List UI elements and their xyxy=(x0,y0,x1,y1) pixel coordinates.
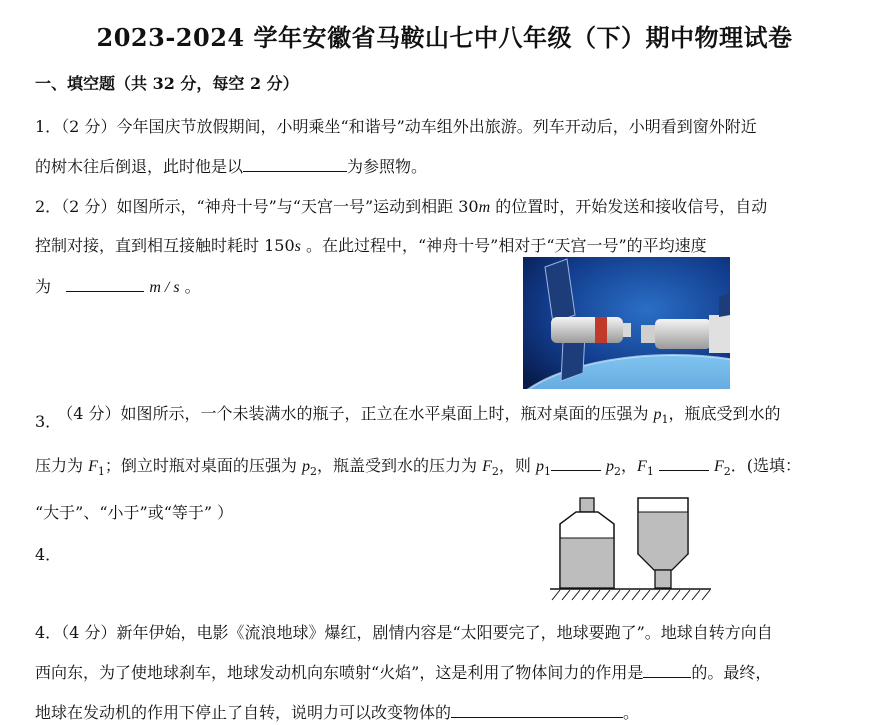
q4-text-d: 。 xyxy=(623,703,640,722)
q2-unit-s: s xyxy=(294,238,301,255)
q3-cmp-p1: p xyxy=(535,458,544,475)
q3-comma: ， xyxy=(621,456,638,475)
q4-text-c: 地球在发动机的作用下停止了自转，说明力可以改变物体的 xyxy=(35,703,452,722)
q1-text-b: 为参照物。 xyxy=(347,157,428,176)
spacecraft-docking-image xyxy=(523,257,730,389)
q3-F2-sub: 2 xyxy=(491,465,499,479)
q2-text-c: 控制对接，直到相互接触时耗时 150 xyxy=(35,236,295,255)
q4-text-a: 西向东，为了使地球刹车，地球发动机向东喷射“火焰”，这是利用了物体间力的作用是 xyxy=(35,663,644,682)
q3-text-e: ，瓶盖受到水的压力为 xyxy=(316,456,483,475)
q3-F1-sub: 1 xyxy=(97,465,105,479)
page-title: 2023-2024 学年安徽省马鞍山七中八年级（下）期中物理试卷 xyxy=(96,23,793,52)
q3-blank-F[interactable] xyxy=(659,456,709,471)
q2-text-b: 的位置时，开始发送和接收信号，自动 xyxy=(490,197,768,216)
q3-cmp-p2: p xyxy=(606,458,615,475)
q3-number: 3． xyxy=(35,412,62,431)
q3-text-c: 压力为 xyxy=(35,456,89,475)
q3-F1: F xyxy=(88,458,98,475)
q4-text-b: 的。最终， xyxy=(691,663,772,682)
q3-text-a: （4 分）如图所示，一个未装满水的瓶子，正立在水平桌面上时，瓶对桌面的压强为 xyxy=(65,404,654,423)
q3-line-4: 4． xyxy=(35,545,62,564)
section-heading: 一、填空题（共 32 分，每空 2 分） xyxy=(35,74,299,93)
q1-text-a: 的树木往后倒退，此时他是以 xyxy=(35,157,244,176)
q2-text-e: 为 xyxy=(35,277,57,296)
q3-cmp-F2-sub: 2 xyxy=(723,465,731,479)
q3-text-b: ，瓶底受到水的 xyxy=(668,404,781,423)
q3-text-g: ．(选填： xyxy=(730,456,802,475)
q4-blank-2[interactable] xyxy=(451,703,623,718)
q3-line-2 xyxy=(35,453,801,478)
bottles-diagram xyxy=(548,494,713,604)
q2-line-2 xyxy=(35,233,707,256)
q2-text-a: 2．（2 分）如图所示，“神舟十号”与“天宫一号”运动到相距 30 xyxy=(35,197,479,216)
q3-p2: p xyxy=(301,458,310,475)
q3-blank-p[interactable] xyxy=(551,456,601,471)
q3-text-f: ，则 xyxy=(498,456,536,475)
q3-cmp-F1-sub: 1 xyxy=(646,465,654,479)
q3-line-1 xyxy=(35,401,781,431)
q4-line-3 xyxy=(35,700,639,723)
q3-F2: F xyxy=(482,458,492,475)
q3-p2-sub: 2 xyxy=(309,465,317,479)
q3-p1: p xyxy=(653,406,662,423)
q2-line-1 xyxy=(35,194,767,217)
q4-line-1: 4．（4 分）新年伊始，电影《流浪地球》爆红，剧情内容是“太阳要完了，地球要跑了”。地球自转方向自 xyxy=(35,623,773,642)
q3-cmp-F1: F xyxy=(637,458,647,475)
q3-p1-sub: 1 xyxy=(661,413,669,427)
q3-cmp-p1-sub: 1 xyxy=(543,465,551,479)
q1-answer-blank[interactable] xyxy=(243,157,347,172)
q2-text-f: 。 xyxy=(179,277,201,296)
q2-line-3 xyxy=(35,274,201,297)
q2-answer-blank[interactable] xyxy=(66,277,144,292)
q2-unit-m: m xyxy=(478,199,491,216)
q2-text-d: 。在此过程中，“神舟十号”相对于“天宫一号”的平均速度 xyxy=(300,236,707,255)
q2-unit-mps: m / s xyxy=(149,279,180,296)
q3-text-d: ；倒立时瓶对桌面的压强为 xyxy=(104,456,302,475)
q3-line-3: “大于”、“小于”或“等于” ） xyxy=(35,503,234,522)
q4-line-2 xyxy=(35,660,771,683)
q4-blank-1[interactable] xyxy=(643,663,691,678)
q1-line-2 xyxy=(35,154,427,177)
q3-cmp-F2: F xyxy=(714,458,724,475)
q1-line-1: 1．（2 分）今年国庆节放假期间，小明乘坐“和谐号”动车组外出旅游。列车开动后，小明看到窗外附近 xyxy=(35,117,757,136)
q3-cmp-p2-sub: 2 xyxy=(614,465,622,479)
